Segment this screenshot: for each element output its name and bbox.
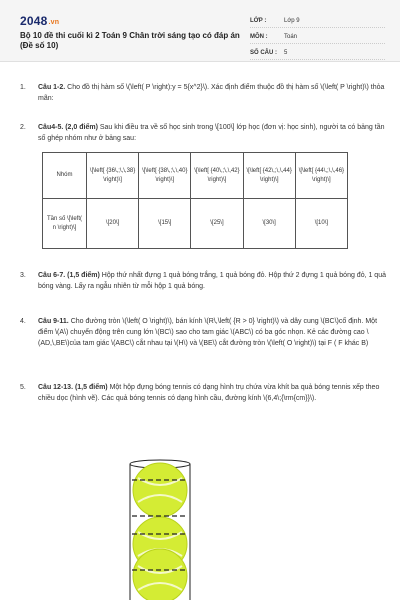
meta-value: Toán	[284, 33, 298, 40]
question-label: Câu 6-7. (1,5 điểm)	[38, 272, 100, 279]
tennis-ball-icon	[133, 463, 187, 517]
table-cell: \[\left[ {40\,;\,\,42} \right)\]	[191, 153, 243, 199]
question-number: 3.	[20, 272, 26, 279]
logo-number: 2048	[20, 14, 48, 28]
table-cell: \[\left[ {42\,;\,\,44} \right)\]	[243, 153, 295, 199]
meta-row-class	[250, 14, 385, 28]
table-cell: \[30\]	[243, 199, 295, 249]
meta-value: Lớp 9	[284, 17, 300, 24]
meta-value: 5	[284, 49, 288, 56]
document-title: Bộ 10 đề thi cuối kì 2 Toán 9 Chân trời sáng tạo có đáp án (Đề số 10)	[20, 31, 240, 50]
question-item	[20, 382, 388, 404]
table-cell: \[\left[ {44\,;\,\,46} \right)\]	[295, 153, 347, 199]
question-label: Câu 12-13. (1,5 điểm)	[38, 384, 108, 391]
table-header-cell: Tần số \[\left( n \right)\]	[43, 199, 87, 249]
question-text: Hộp thứ nhất đựng 1 quả bóng trắng, 1 quả bóng đỏ. Hộp thứ 2 đựng 1 quả bóng đỏ, 1 quả bóng vàng. Lấy ra ngẫu nhiên từ mỗi hộp 1 quả bóng.	[38, 272, 386, 290]
frequency-table	[42, 152, 348, 249]
meta-key: SỐ CÂU :	[250, 49, 277, 56]
meta-panel	[250, 14, 385, 62]
table-cell: \[\left[ {36\,;\,\,38} \right)\]	[87, 153, 139, 199]
table-cell: \[\left[ {38\,;\,\,40} \right)\]	[139, 153, 191, 199]
meta-row-count	[250, 46, 385, 60]
table-cell: \[15\]	[139, 199, 191, 249]
table-header-cell: Nhóm	[43, 153, 87, 199]
meta-key: LỚP :	[250, 17, 267, 24]
document-header	[0, 0, 400, 62]
tennis-ball-cylinder-figure	[128, 458, 192, 600]
table-cell: \[25\]	[191, 199, 243, 249]
table-cell: \[10\]	[295, 199, 347, 249]
question-number: 1.	[20, 84, 26, 91]
question-text: Cho đồ thị hàm số \(\left( P \right):y = 5{x^2}\). Xác định điểm thuộc đồ thị hàm số \(\left( P \right)\) thỏa mãn:	[38, 84, 385, 102]
tennis-ball-icon	[133, 549, 187, 600]
table-row	[43, 153, 348, 199]
question-item	[20, 316, 388, 349]
table-cell: \[20\]	[87, 199, 139, 249]
question-number: 5.	[20, 384, 26, 391]
question-item	[20, 122, 388, 144]
logo-tld: .vn	[48, 19, 60, 26]
question-label: Câu 9-11.	[38, 318, 69, 325]
question-text: Một hộp đựng bóng tennis có dạng hình trụ chứa vừa khít ba quả bóng tennis xếp theo chiều dọc (hình vẽ). Các quả bóng tennis có dạng hình cầu, đường kính \(6,4\;{\rm{cm}}\).	[38, 384, 380, 402]
meta-key: MÔN :	[250, 33, 268, 40]
question-number: 2.	[20, 124, 26, 131]
question-number: 4.	[20, 318, 26, 325]
question-item	[20, 270, 388, 292]
meta-row-subject	[250, 30, 385, 44]
table-row	[43, 199, 348, 249]
question-text: Cho đường tròn \(\left( O \right)\), bán kính \(R\,\left( {R > 0} \right)\) và dây cung \(BC\)cố định. Một điểm \(A\) chuyển động trên cung lớn \(BC\) sao cho tam giác \(ABC\) có ba góc nhọn. Kẻ các đường cao \(AD,\,BE\)của tam giác \(ABC\) cắt nhau tại \(H\) và \(BE\) cắt đường tròn \(\left( O \right)\) tại F ( F khác B)	[38, 318, 378, 347]
question-text: Sau khi điều tra về số học sinh trong \[100\] lớp học (đơn vị: học sinh), người ta có bảng tần số ghép nhóm như ở bảng sau:	[38, 124, 385, 142]
question-item	[20, 82, 388, 104]
site-logo[interactable]	[20, 14, 59, 28]
question-label: Câu 1-2.	[38, 84, 66, 91]
question-label: Câu4-5. (2,0 điểm)	[38, 124, 98, 131]
